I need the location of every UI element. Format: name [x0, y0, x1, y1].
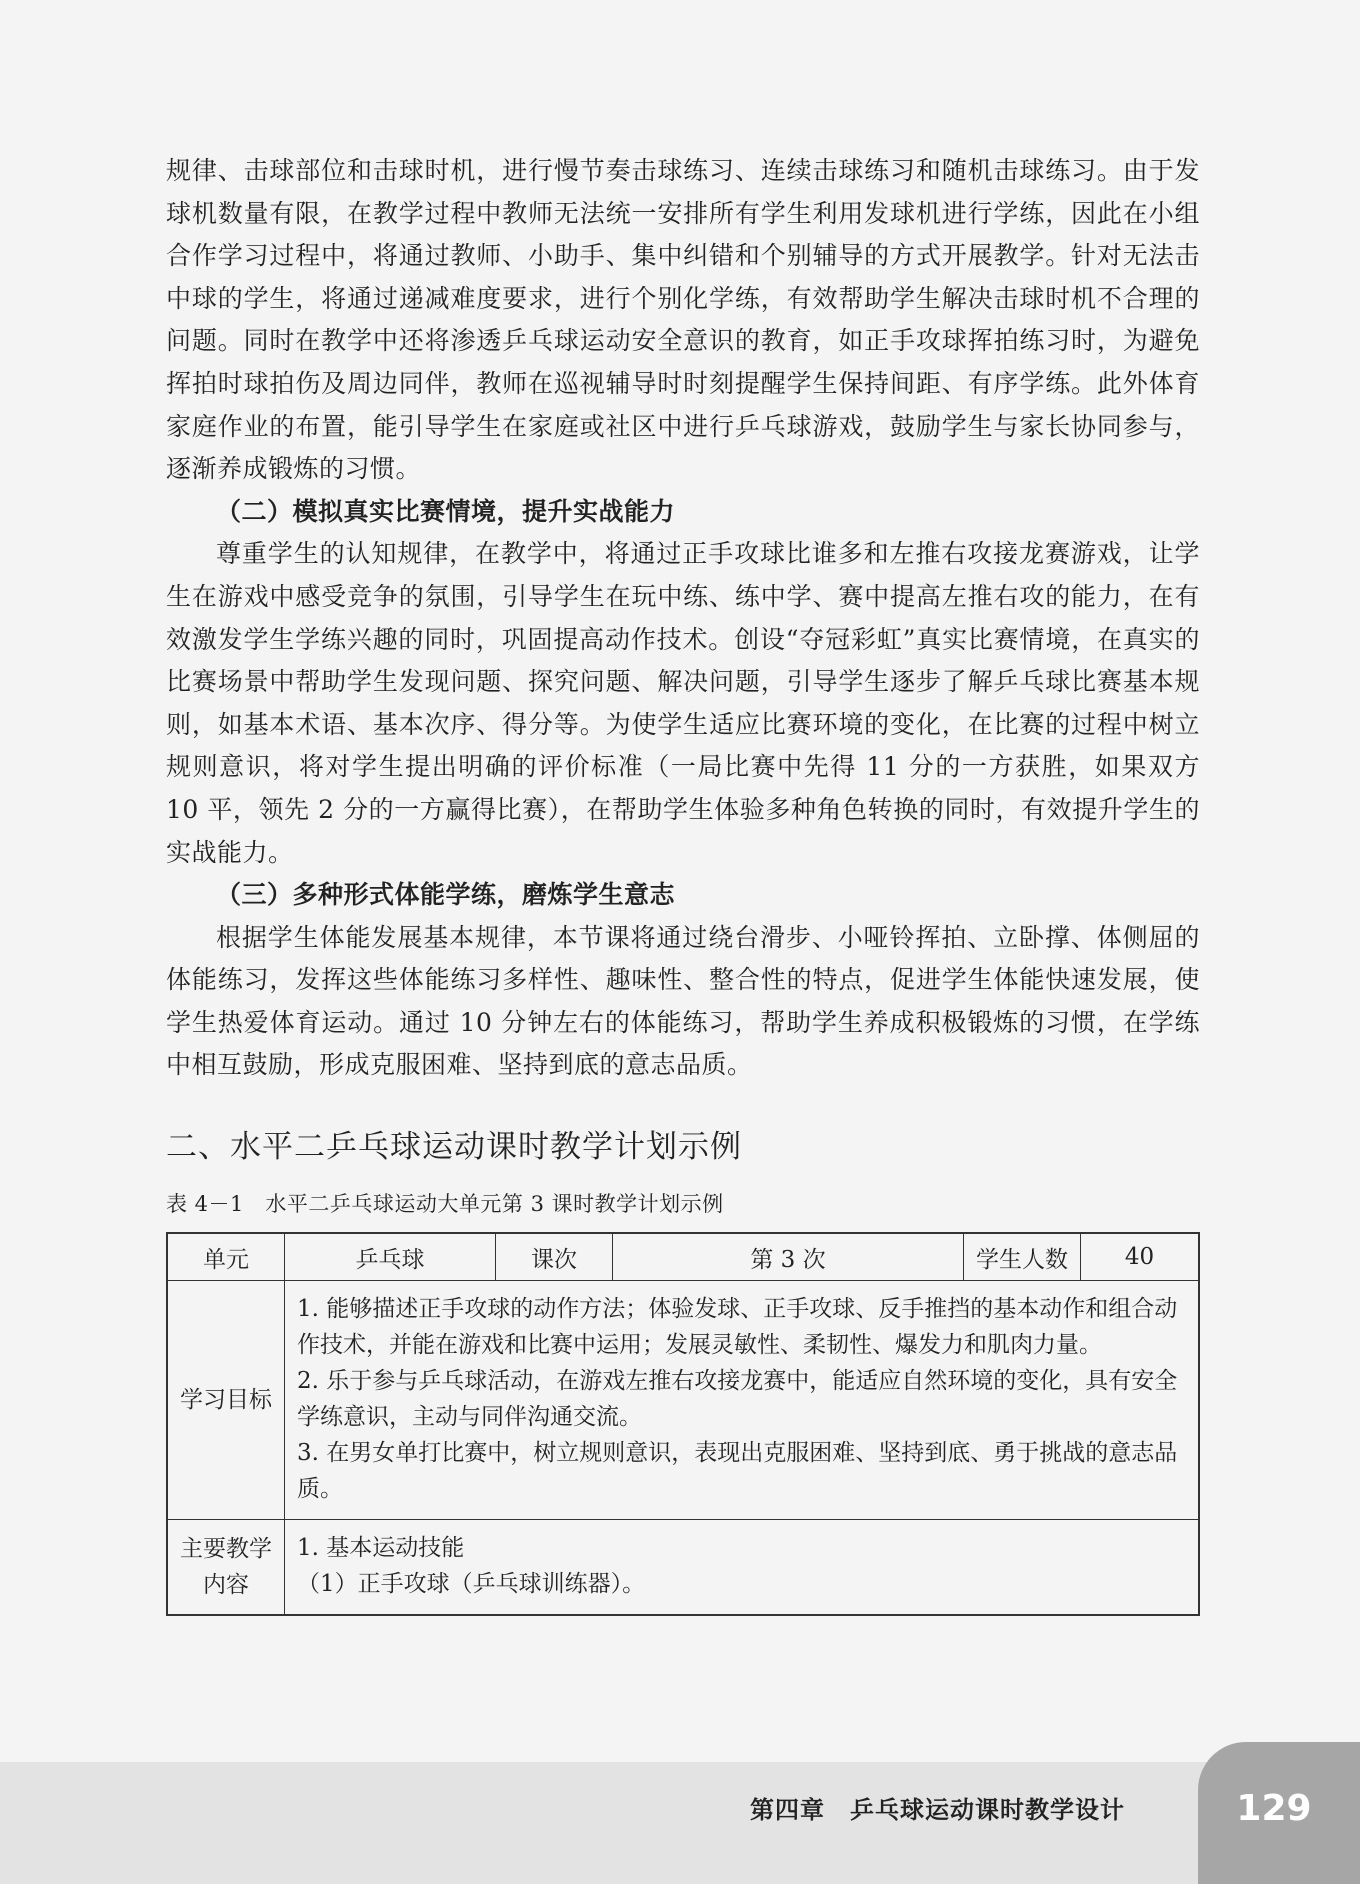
lesson-plan-table [166, 1232, 1200, 1616]
goal-item: 2. 乐于参与乒乓球活动，在游戏左推右攻接龙赛中，能适应自然环境的变化，具有安全学练意识，主动与同伴沟通交流。 [297, 1368, 1178, 1431]
content-cell [285, 1520, 1200, 1616]
paragraph-3: 根据学生体能发展基本规律，本节课将通过绕台滑步、小哑铃挥拍、立卧撑、体侧屈的体能练习，发挥这些体能练习多样性、趣味性、整合性的特点，促进学生体能快速发展，使学生热爱体育运动。通过 10 分钟左右的体能练习，帮助学生养成积极锻炼的习惯，在学练中相互鼓励，形成克服困难、坚持到底的意志品质。 [166, 922, 1200, 1080]
table-caption: 表 4－1 水平二乒乓球运动大单元第 3 课时教学计划示例 [166, 1192, 724, 1217]
content-label [167, 1520, 285, 1616]
content-label-line: 内容 [203, 1572, 249, 1599]
chapter-title: 第四章 乒乓球运动课时教学设计 [750, 1796, 1125, 1824]
goals-row [167, 1281, 1199, 1520]
unit-value: 乒乓球 [285, 1233, 496, 1281]
subheading-3: （三）多种形式体能学练，磨炼学生意志 [216, 880, 676, 910]
goal-item: 3. 在男女单打比赛中，树立规则意识，表现出克服困难、坚持到底、勇于挑战的意志品质。 [297, 1440, 1178, 1503]
lesson-label: 课次 [496, 1233, 613, 1281]
content-item: （1）正手攻球（乒乓球训练器）。 [297, 1571, 646, 1598]
page-content [166, 150, 1200, 1616]
content-label-line: 主要教学 [180, 1536, 272, 1563]
lesson-value: 第 3 次 [613, 1233, 964, 1281]
goal-item: 1. 能够描述正手攻球的动作方法；体验发球、正手攻球、反手推挡的基本动作和组合动作技术，并能在游戏和比赛中运用；发展灵敏性、柔韧性、爆发力和肌肉力量。 [297, 1296, 1178, 1359]
section-title: 二、水平二乒乓球运动课时教学计划示例 [166, 1129, 742, 1166]
content-item: 1. 基本运动技能 [297, 1535, 465, 1562]
subheading-2: （二）模拟真实比赛情境，提升实战能力 [216, 496, 676, 526]
goals-cell [285, 1281, 1200, 1520]
students-value: 40 [1081, 1233, 1200, 1281]
page-number: 129 [1236, 1788, 1312, 1829]
table-header-row [167, 1233, 1199, 1281]
paragraph-1: 规律、击球部位和击球时机，进行慢节奏击球练习、连续击球练习和随机击球练习。由于发球机数量有限，在教学过程中教师无法统一安排所有学生利用发球机进行学练，因此在小组合作学习过程中，将通过教师、小助手、集中纠错和个别辅导的方式开展教学。针对无法击中球的学生，将通过递减难度要求，进行个别化学练，有效帮助学生解决击球时机不合理的问题。同时在教学中还将渗透乒乓球运动安全意识的教育，如正手攻球挥拍练习时，为避免挥拍时球拍伤及周边同伴，教师在巡视辅导时时刻提醒学生保持间距、有序学练。此外体育家庭作业的布置，能引导学生在家庭或社区中进行乒乓球游戏，鼓励学生与家长协同参与，逐渐养成锻炼的习惯。 [166, 156, 1200, 484]
paragraph-2: 尊重学生的认知规律，在教学中，将通过正手攻球比谁多和左推右攻接龙赛游戏，让学生在游戏中感受竞争的氛围，引导学生在玩中练、练中学、赛中提高左推右攻的能力，在有效激发学生学练兴趣的同时，巩固提高动作技术。创设“夺冠彩虹”真实比赛情境，在真实的比赛场景中帮助学生发现问题、探究问题、解决问题，引导学生逐步了解乒乓球比赛基本规则，如基本术语、基本次序、得分等。为使学生适应比赛环境的变化，在比赛的过程中树立规则意识，将对学生提出明确的评价标准（一局比赛中先得 11 分的一方获胜，如果双方 10 平，领先 2 分的一方赢得比赛），在帮助学生体验多种角色转换的同时，有效提升学生的实战能力。 [166, 539, 1200, 867]
students-label: 学生人数 [964, 1233, 1081, 1281]
footer-band [0, 1762, 1360, 1884]
goals-label: 学习目标 [167, 1281, 285, 1520]
unit-label: 单元 [167, 1233, 285, 1281]
content-row [167, 1520, 1199, 1616]
